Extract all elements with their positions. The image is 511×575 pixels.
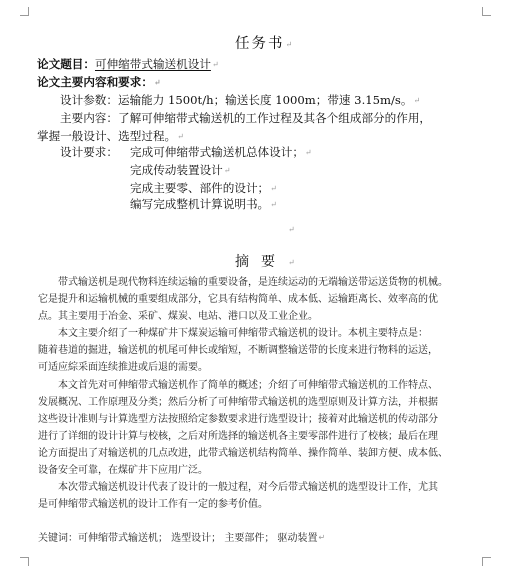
requirement-item: 完成主要零、部件的设计；↵ [130,181,277,195]
abstract-line: 这些设计准则与计算选型方法按照给定参数要求进行选型设计；接着对此输送机的传动部分 [38,413,438,425]
abstract-line: 进行了详细的设计计算与校核，之后对所选择的输送机各主要零部件进行了校核；最后在理 [38,430,438,442]
keywords-line: 关键词：可伸缩带式输送机； 选型设计； 主要部件； 驱动装置↵ [38,533,326,544]
requirement-item: 编写完成整机计算说明书。↵ [130,197,277,211]
margin-corner-bottom-right [482,557,491,566]
content-heading: 论文主要内容和要求：↵ [37,75,161,89]
topic-value: 可伸缩带式输送机设计 [94,57,211,71]
abstract-line: 是可伸缩带式输送机的设计工作有一定的参考价值。 [38,499,268,511]
design-params: 设计参数：运输能力 1500t/h；输送长度 1000m；带速 3.15m/s。↵ [60,93,421,107]
abstract-line: 发展概况、工作原理及分类；然后分析了可伸缩带式输送机的选型原则及计算方法，并根据 [38,396,438,408]
abstract-line: 设备安全可靠，在煤矿井下应用广泛。 [38,465,208,477]
margin-corner-bottom-left [20,557,29,566]
topic-line: 论文题目：可伸缩带式输送机设计↵ [37,57,219,71]
margin-corner-top-right [482,7,491,16]
abstract-line: 带式输送机是现代物料连续运输的重要设备，是连续运动的无端输送带运送货物的机械。 [58,277,448,288]
abstract-line: 可适应綜采面连续推进或后退的需要。 [38,362,208,374]
margin-corner-top-left [20,7,29,16]
abstract-title: 摘要↵ [235,254,307,270]
main-content-line1: 主要内容：了解可伸缩带式输送机的工作过程及其各个组成部分的作用， [60,111,432,125]
topic-label: 论文题目： [37,57,95,71]
requirement-item: 完成传动装置设计↵ [130,163,231,177]
abstract-line: 本文首先对可伸缩带式输送机作了简单的概述；介绍了可伸缩带式输送机的工作特点、 [58,379,438,391]
abstract-line: 随着巷道的掘进，输送机的机尾可伸长或缩短，不断调整输送带的长度来进行物料的运送， [38,345,438,357]
abstract-line: 它是提升和运输机械的重要组成部分，它具有结构简单、成本低、运输距离长、效率高的优 [38,294,438,306]
abstract-body [38,274,484,513]
task-book-title: 任务书↵ [235,36,295,52]
abstract-line: 论方面提出了对输送机的几点改进，此带式输送机结构简单、操作简单、装卸方便、成本低、 [38,447,448,459]
requirement-item: 完成可伸缩带式输送机总体设计；↵ [130,145,312,159]
abstract-line: 点。其主要用于冶金、采矿、煤炭、电站、港口以及工业企业。 [38,311,318,323]
paragraph-mark: ↵ [288,225,295,234]
requirements-label: 设计要求： [60,145,118,159]
abstract-line: 本次带式输送机设计代表了设计的一般过程，对今后带式输送机的选型设计工作，尤其 [58,482,438,494]
abstract-line: 本文主要介绍了一种煤矿井下煤炭运输可伸缩带式输送机的设计。本机主要特点是： [58,328,428,340]
main-content-line2: 掌握一般设计、选型过程。↵ [37,129,184,143]
